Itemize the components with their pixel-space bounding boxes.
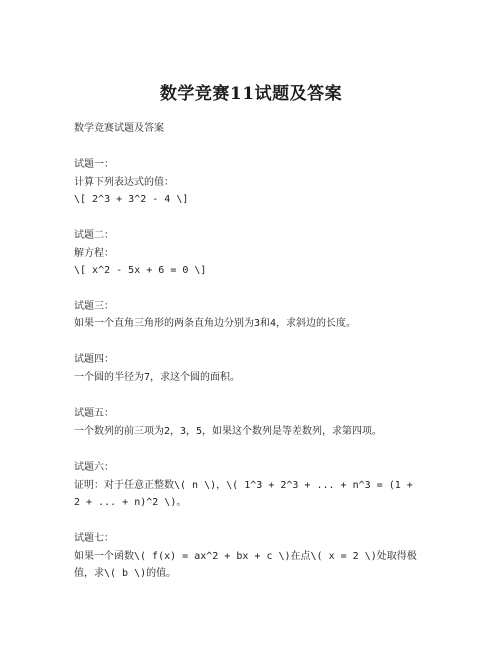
q6-line-1: 证明：对于任意正整数\( n \)，\( 1^3 + 2^3 + ... + n^3 = (1 + xyxy=(74,480,413,491)
q5-text: 一个数列的前三项为2，3，5，如果这个数列是等差数列，求第四项。 xyxy=(74,426,383,437)
q5-heading: 试题五： xyxy=(74,408,114,419)
q4-heading: 试题四： xyxy=(74,354,114,365)
q1-formula: \[ 2^3 + 3^2 - 4 \] xyxy=(74,194,189,205)
q7-line-2: 值，求\( b \)的值。 xyxy=(74,568,177,579)
document-subtitle: 数学竞赛试题及答案 xyxy=(74,123,164,134)
q3-heading: 试题三： xyxy=(74,301,114,312)
q1-heading: 试题一： xyxy=(74,159,114,170)
q6-heading: 试题六： xyxy=(74,462,114,473)
q6-line-2: 2 + ... + n)^2 \)。 xyxy=(74,497,187,508)
document-title: 数学竞赛11试题及答案 xyxy=(159,84,343,104)
q2-formula: \[ x^2 - 5x + 6 = 0 \] xyxy=(74,265,207,276)
q1-prompt: 计算下列表达式的值： xyxy=(74,177,174,188)
q2-heading: 试题二： xyxy=(74,230,114,241)
q7-heading: 试题七： xyxy=(74,533,114,544)
q2-prompt: 解方程： xyxy=(74,248,114,259)
q3-text: 如果一个直角三角形的两条直角边分别为3和4，求斜边的长度。 xyxy=(74,318,357,329)
q4-text: 一个圆的半径为7，求这个圆的面积。 xyxy=(74,372,241,383)
q7-line-1: 如果一个函数\( f(x) = ax^2 + bx + c \)在点\( x = 2 \)处取得极 xyxy=(74,551,417,562)
